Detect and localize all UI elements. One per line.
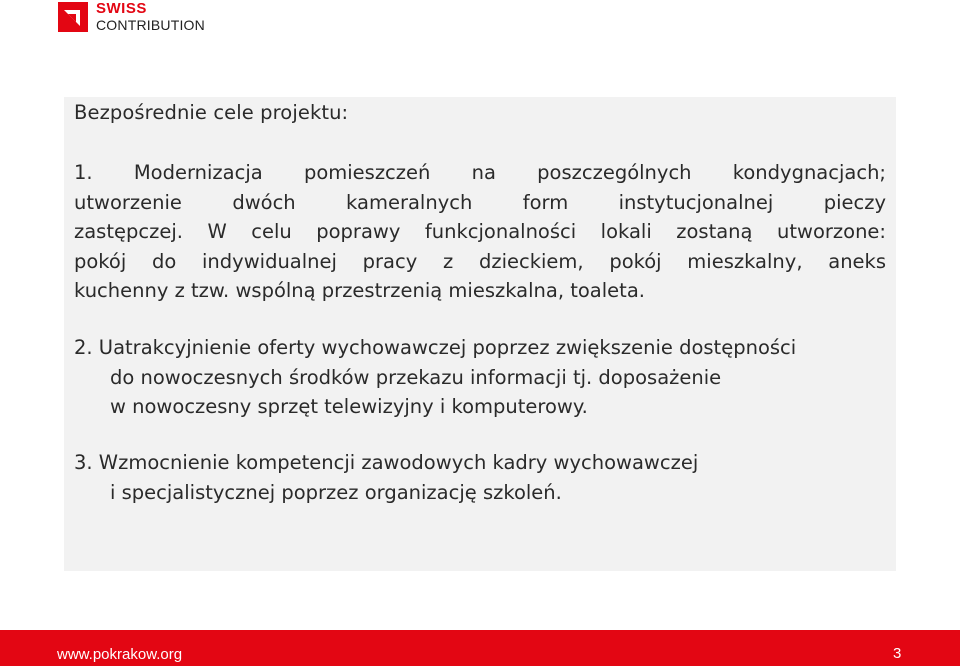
- logo-contribution-text: CONTRIBUTION: [96, 17, 205, 33]
- goal-3-line-2: i specjalistycznej poprzez organizację szkoleń.: [110, 480, 562, 504]
- goal-item-2: [74, 333, 886, 422]
- goal-1-line-2: utworzenie dwóch kameralnych form instytucjonalnej pieczy: [74, 190, 886, 214]
- goal-2-line-3: w nowoczesny sprzęt telewizyjny i komputerowy.: [110, 395, 588, 418]
- goal-1-line-5: kuchenny z tzw. wspólną przestrzenią mieszkalna, toaleta.: [74, 279, 645, 302]
- logo-swiss-text: SWISS: [96, 0, 147, 17]
- goal-1-line-3: zastępczej. W celu poprawy funkcjonalności lokali zostaną utworzone:: [74, 220, 886, 243]
- goal-1-line-1: 1. Modernizacja pomieszczeń na poszczególnych kondygnacjach;: [74, 161, 886, 184]
- slide-heading: Bezpośrednie cele projektu:: [74, 101, 349, 124]
- goal-2-line-1: 2. Uatrakcyjnienie oferty wychowawczej poprzez zwiększenie dostępności: [74, 336, 797, 359]
- goal-item-3: [74, 448, 886, 507]
- swiss-contribution-logo: [58, 2, 205, 32]
- goal-3-line-1: 3. Wzmocnienie kompetencji zawodowych kadry wychowawczej: [74, 451, 699, 474]
- goal-item-1: [74, 158, 886, 306]
- footer-website-link[interactable]: www.pokrakow.org: [57, 646, 183, 663]
- goal-2-line-2: do nowoczesnych środków przekazu informacji tj. doposażenie: [110, 365, 722, 389]
- goal-1-line-4: pokój do indywidualnej pracy z dzieckiem, pokój mieszkalny, aneks: [74, 249, 886, 273]
- page-number: 3: [893, 645, 902, 662]
- swiss-cross-icon: [58, 2, 88, 32]
